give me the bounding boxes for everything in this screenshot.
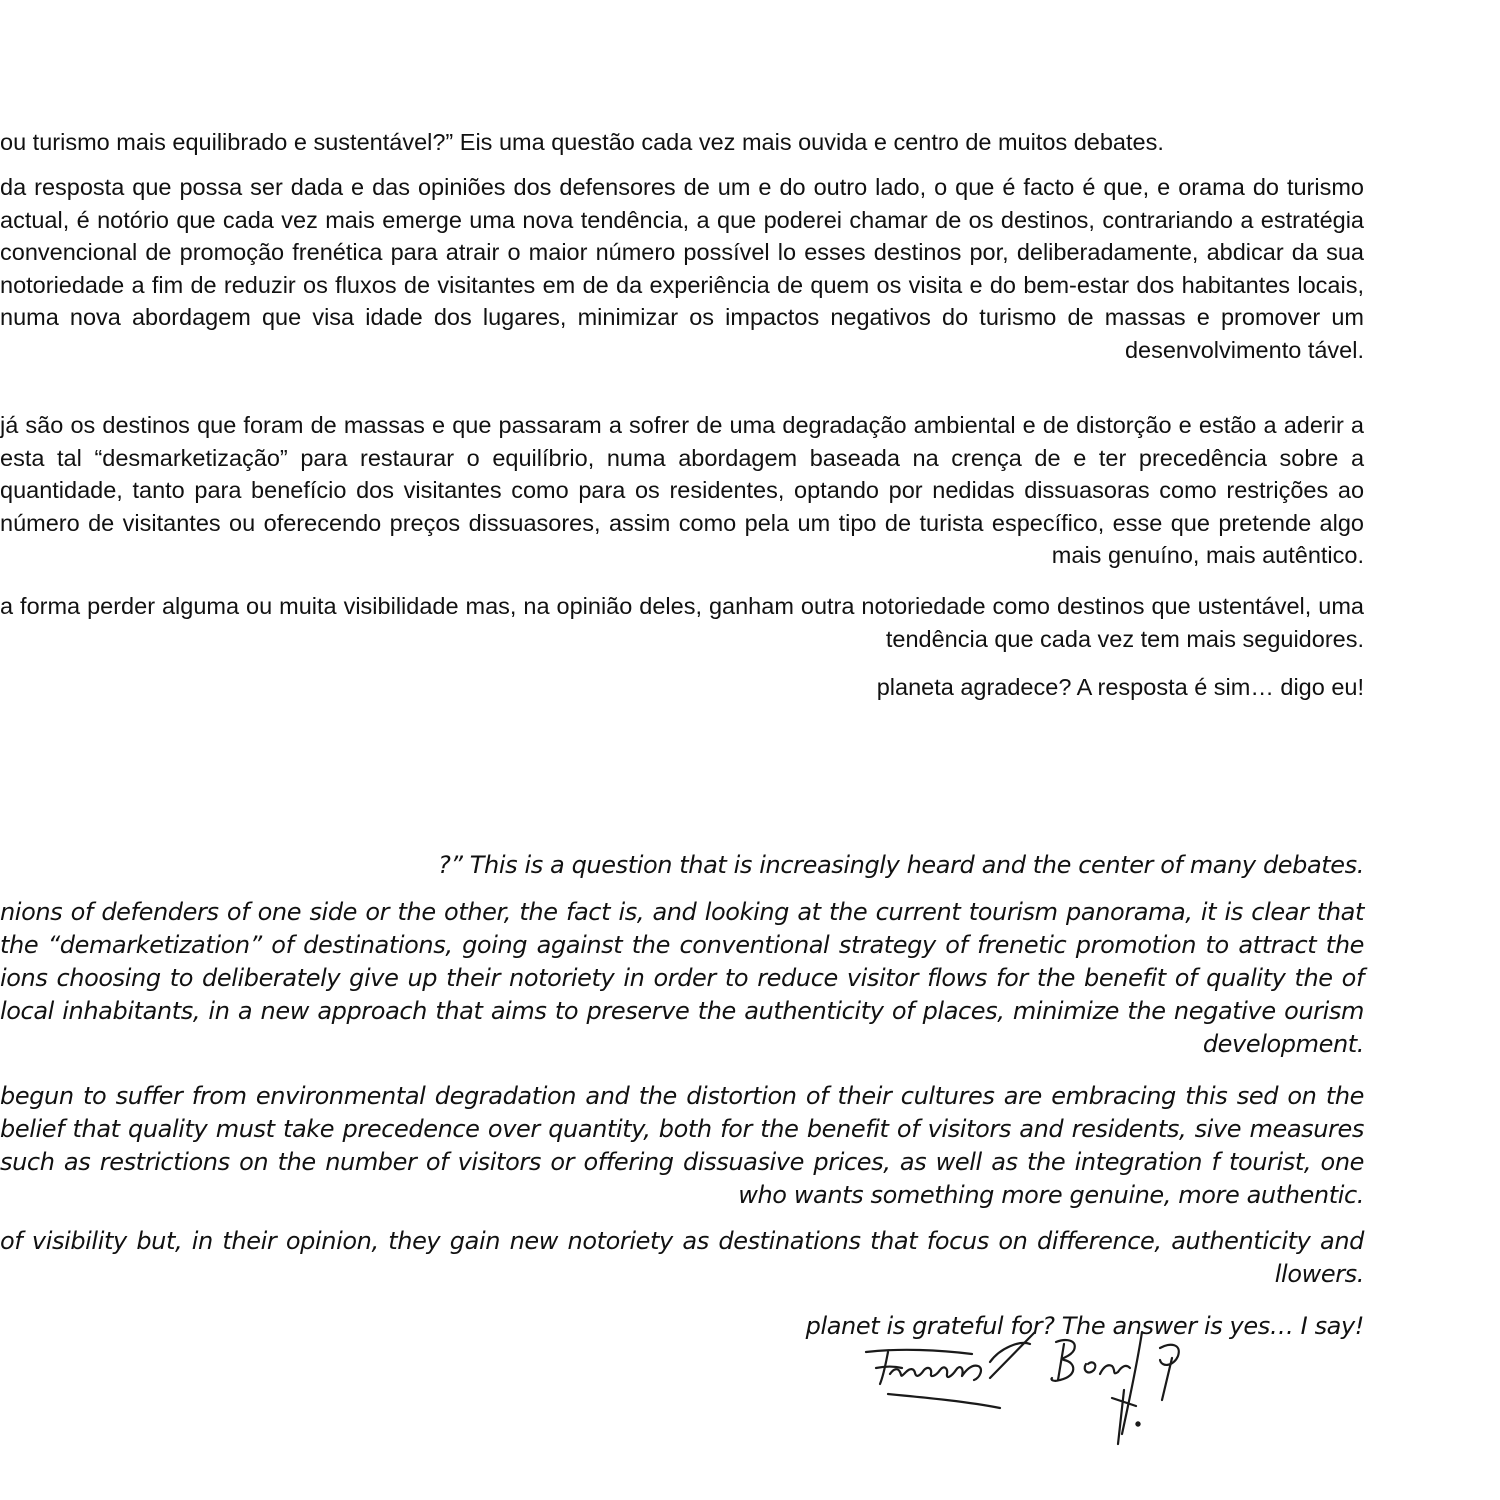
text-line: ions choosing to deliberately give up their notoriety in order to reduce visitor flows for the benefit of quality the	[0, 964, 1333, 992]
text-line: os destinos, contrariando a estratégia convencional de promoção frenética para atrair o maior número possível	[0, 206, 1365, 265]
text-line: planet is grateful for? The answer is yes… I say!	[805, 1312, 1364, 1340]
text-line: of visibility but, in their opinion, they gain new notoriety as destinations that focus on difference, authenticity and	[0, 1227, 1364, 1255]
text-line: já são os destinos que foram de massas e que passaram a sofrer de uma degradação ambiental e de distorção	[0, 412, 1172, 438]
en-paragraph-3	[0, 1080, 1364, 1212]
text-line: of local inhabitants, in a new approach that aims to preserve the authenticity of places, minimize the negative	[0, 964, 1364, 1025]
text-line: tável.	[1307, 336, 1364, 363]
text-line: orama do turismo actual, é notório que cada vez mais emerge uma nova tendência, a que poderei chamar de	[0, 174, 1364, 233]
en-paragraph-4	[0, 1225, 1364, 1291]
pt-paragraph-4	[0, 590, 1364, 655]
pt-paragraph-3	[0, 409, 1364, 572]
text-line: the “demarketization” of destinations, going against the conventional strategy of frenetic promotion to attract the	[0, 931, 1364, 959]
text-line: ou turismo mais equilibrado e sustentável?” Eis uma questão cada vez mais ouvida e centro de muitos debates.	[0, 129, 1164, 155]
pt-paragraph-2	[0, 171, 1364, 366]
text-line: idade dos lugares, minimizar os impactos negativos do turismo de massas e promover um desenvolvimento	[365, 304, 1365, 363]
en-paragraph-1	[0, 849, 1364, 882]
text-line: e estão a aderir a esta tal “desmarketização” para restaurar o equilíbrio, numa abordagem baseada na crença de	[0, 412, 1364, 471]
pt-paragraph-5	[0, 671, 1364, 704]
text-line: a forma perder alguma ou muita visibilidade mas, na opinião deles, ganham outra notoriedade como destinos que	[0, 593, 1191, 619]
text-line: e ter precedência sobre a quantidade, tanto para benefício dos visitantes como para os residentes, optando por	[0, 444, 1365, 503]
text-line: ?” This is a question that is increasingly heard and the center of many debates.	[438, 851, 1364, 879]
text-line: ourism development.	[1202, 997, 1364, 1058]
handwritten-signature-icon	[860, 1328, 1240, 1448]
text-line: begun to suffer from environmental degradation and the distortion of their cultures are embracing this	[0, 1082, 1228, 1110]
text-line: nedidas dissuasoras como restrições ao número de visitantes ou oferecendo preços dissuasores, assim como pela	[0, 477, 1365, 536]
text-line: de da experiência de quem os visita e do bem-estar dos habitantes locais, numa nova abordagem que visa	[0, 271, 1364, 330]
pt-paragraph-1	[0, 126, 1364, 159]
text-line: planeta agradece? A resposta é sim… digo eu!	[876, 674, 1364, 700]
text-line: ustentável, uma tendência que cada vez tem mais seguidores.	[885, 593, 1365, 652]
en-paragraph-2	[0, 896, 1364, 1061]
text-line: um tipo de turista específico, esse que pretende algo mais genuíno, mais autêntico.	[797, 509, 1364, 568]
text-line: nions of defenders of one side or the other, the fact is, and looking at the current tourism panorama, it is clear that	[0, 898, 1364, 926]
text-line: da resposta que possa ser dada e das opiniões dos defensores de um e do outro lado, o que é facto é que, e	[0, 174, 1171, 200]
text-line: sive measures such as restrictions on the number of visitors or offering dissuasive prices, as well as the integration	[0, 1115, 1364, 1176]
text-line: sed on the belief that quality must take precedence over quantity, both for the benefit of visitors and residents,	[0, 1082, 1365, 1143]
text-line: f tourist, one who wants something more genuine, more authentic.	[738, 1148, 1365, 1209]
text-line: llowers.	[1274, 1260, 1364, 1288]
text-line: lo esses destinos por, deliberadamente, abdicar da sua notoriedade a fim de reduzir os fluxos de visitantes em	[0, 239, 1364, 298]
